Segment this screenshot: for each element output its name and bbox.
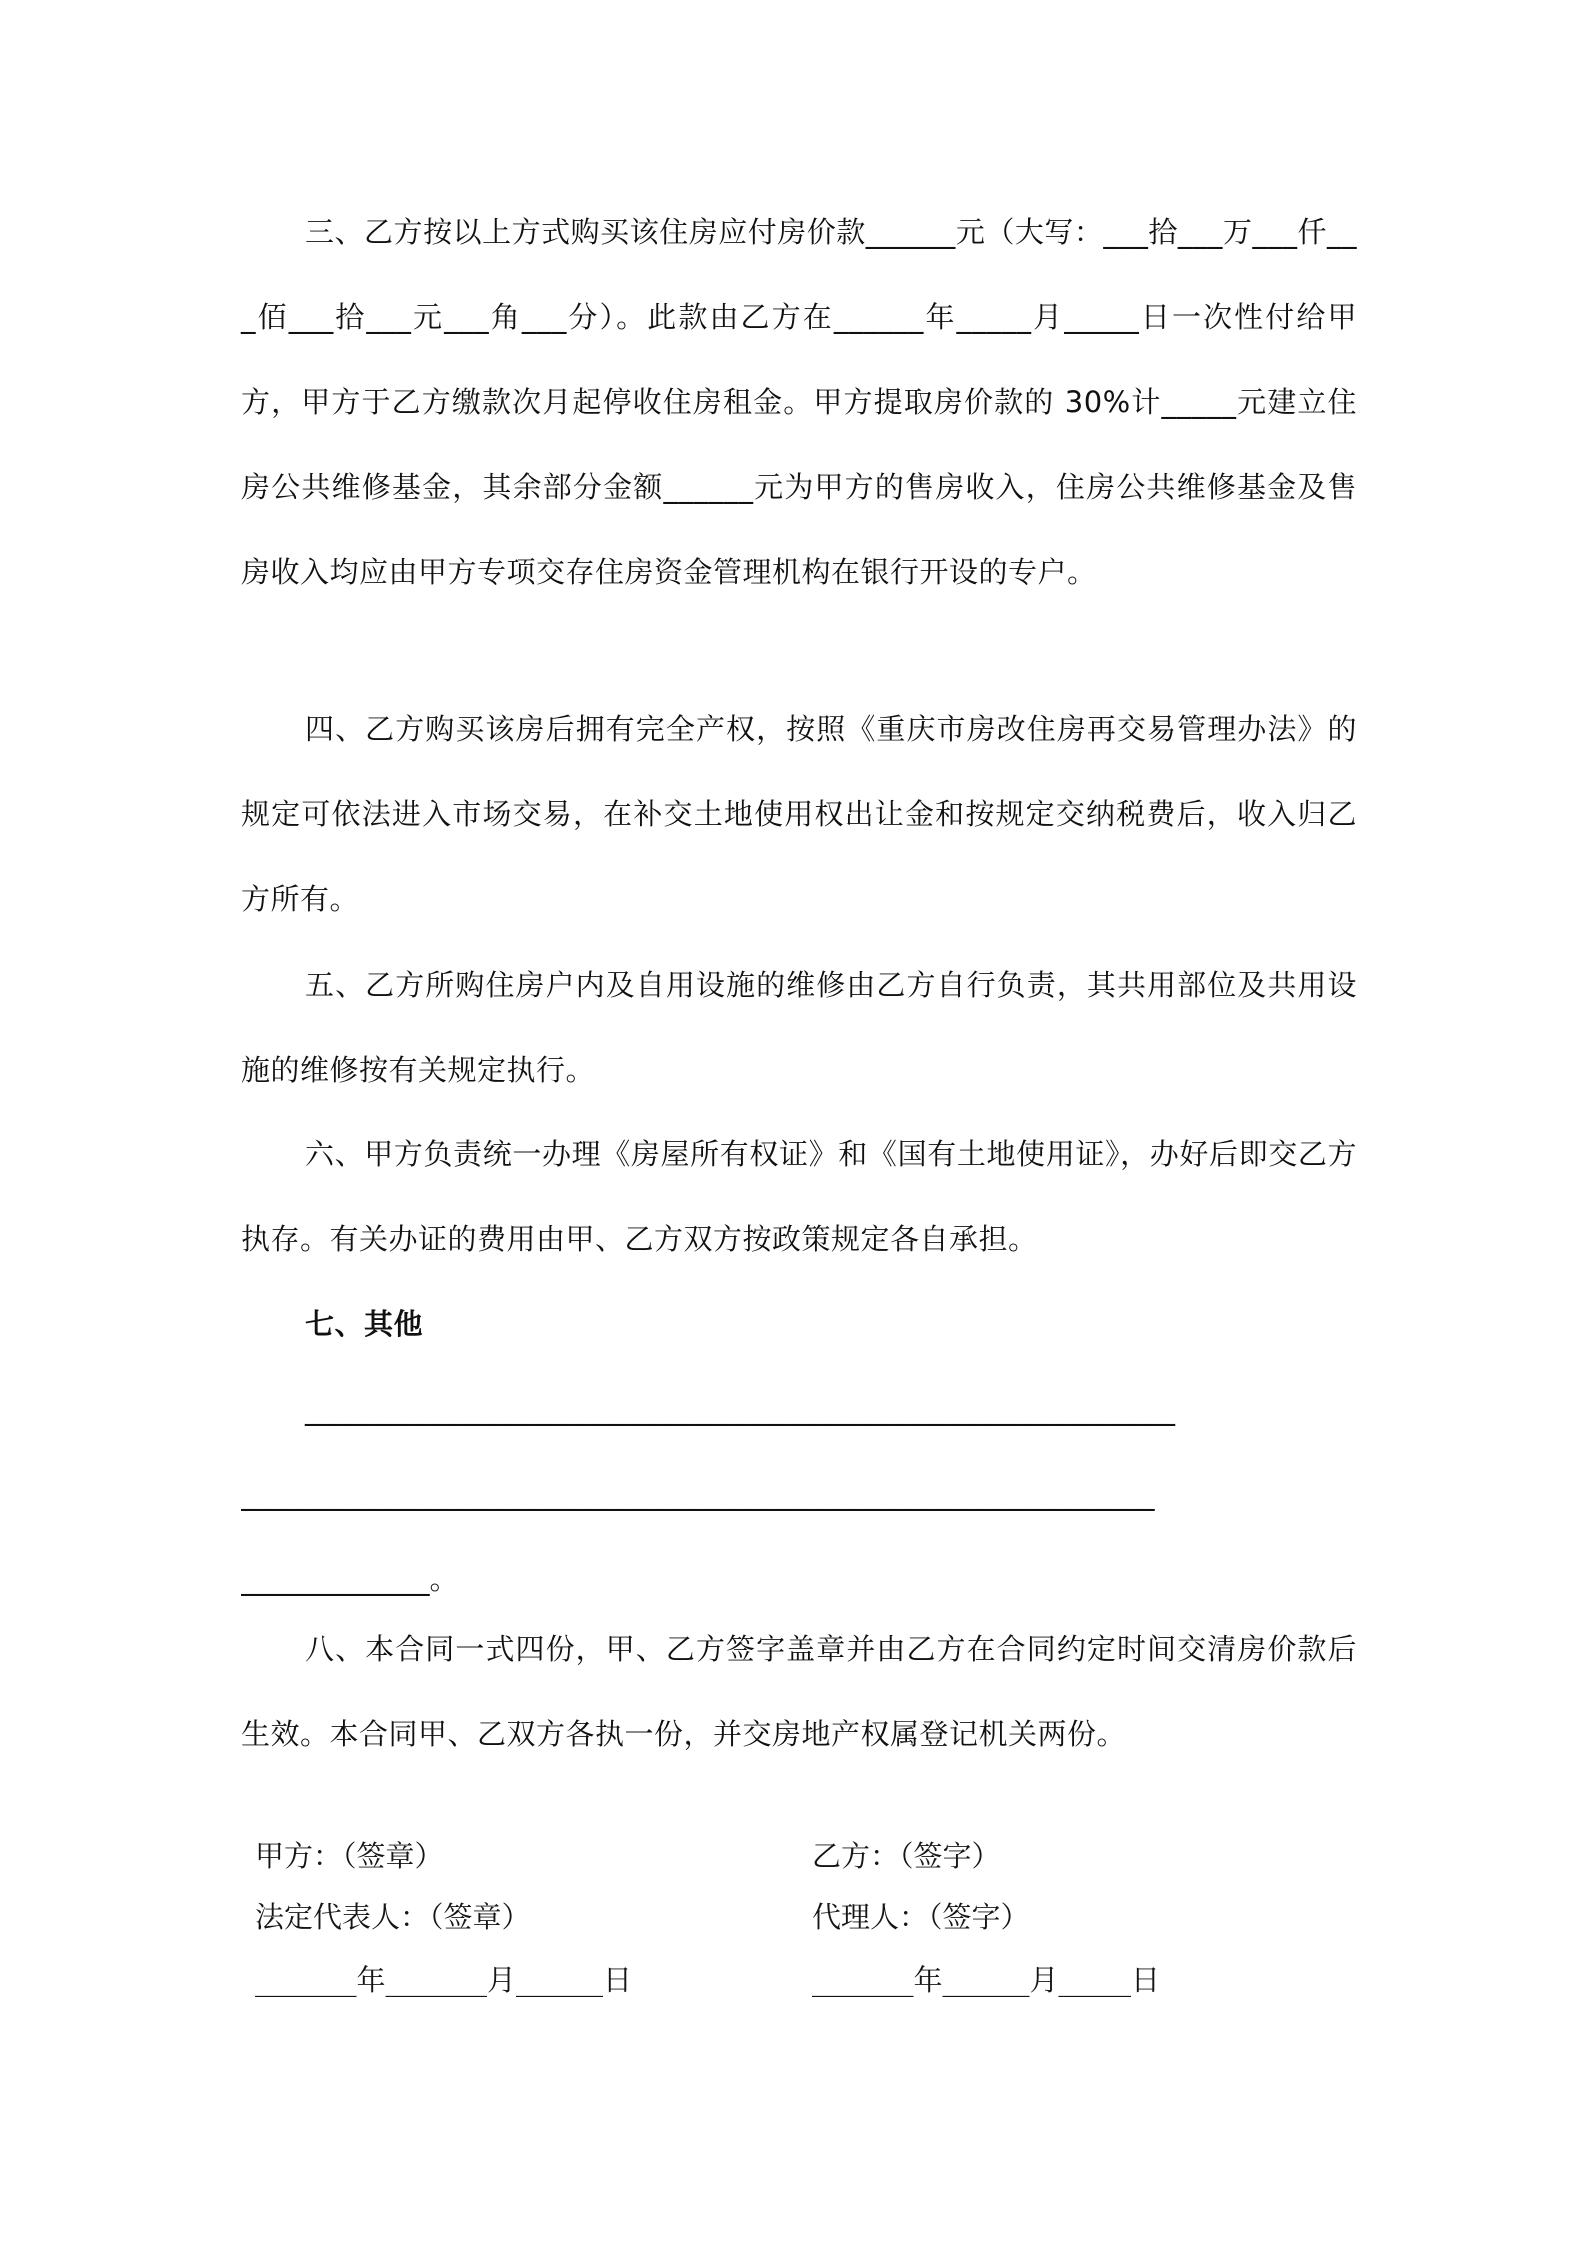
party-a-date-line: _______年_______月______日	[255, 1963, 633, 1997]
party-b-date-line: _______年______月_____日	[812, 1963, 1161, 1997]
clause-5-paragraph: 五、乙方所购住房户内及自用设施的维修由乙方自行负责，其共用部位及共用设施的维修按有关规定执行。	[241, 968, 1357, 1087]
clause-4-paragraph: 四、乙方购买该房后拥有完全产权，按照《重庆市房改住房再交易管理办法》的规定可依法进入市场交易，在补交土地使用权出让金和按规定交纳税费后，收入归乙方所有。	[241, 712, 1357, 916]
party-b-agent-label: 代理人：（签字）	[812, 1900, 1030, 1934]
clause-7-blank-line-2: _______________________________________________________________	[241, 1477, 1155, 1511]
party-a-representative-label: 法定代表人：（签章）	[255, 1900, 531, 1934]
clause-7-blank-line-3: _____________。	[241, 1562, 459, 1596]
clause-3-paragraph: 三、乙方按以上方式购买该住房应付房价款______元（大写：___拾___万___仟___佰___拾___元___角___分）。此款由乙方在______年_____月_____日一次性付给甲方，甲方于乙方缴款次月起停收住房租金。甲方提取房价款的 30%计_____元建立住房公共维修基金，其余部分金额______元为甲方的售房收入，住房公共维修基金及售房收入均应由甲方专项交存住房资金管理机构在银行开设的专户。	[241, 215, 1357, 589]
clause-7-blank-line-1: ____________________________________________________________	[305, 1392, 1175, 1426]
clause-7-heading: 七、其他	[305, 1307, 424, 1341]
clause-8-paragraph: 八、本合同一式四份，甲、乙方签字盖章并由乙方在合同约定时间交清房价款后生效。本合同甲、乙双方各执一份，并交房地产权属登记机关两份。	[241, 1632, 1357, 1751]
party-a-seal-label: 甲方：（签章）	[255, 1839, 444, 1873]
party-b-signature-label: 乙方：（签字）	[812, 1839, 1001, 1873]
clause-6-paragraph: 六、甲方负责统一办理《房屋所有权证》和《国有土地使用证》，办好后即交乙方执存。有关办证的费用由甲、乙方双方按政策规定各自承担。	[241, 1137, 1357, 1256]
